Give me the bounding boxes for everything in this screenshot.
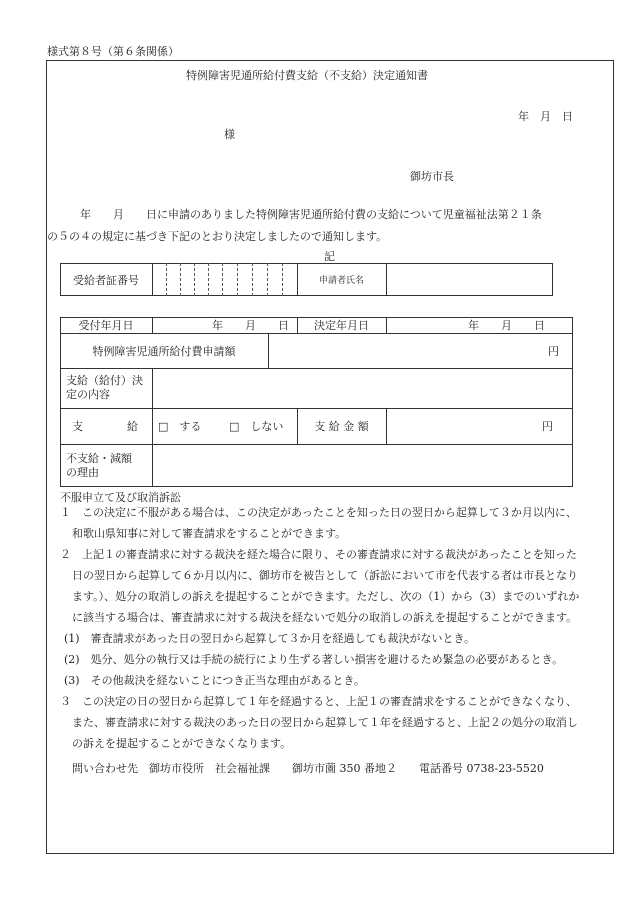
- payment-label: 支 給: [72, 420, 138, 433]
- applicant-name-label: 申請者氏名: [318, 276, 364, 286]
- appeal-heading: 不服申立て及び取消訴訟: [60, 491, 181, 504]
- decision-content-label: 支給（給付）決 定の内容: [66, 374, 143, 401]
- appeal-line: また、審査請求に対する裁決のあった日の翌日から起算して１年を経過すると、上記２の処分の取消し: [72, 716, 578, 729]
- appeal-line: 日の翌日から起算して６か月以内に、御坊市を被告として（訴訟において市を代表する者は市長となり: [72, 569, 578, 582]
- yen-unit: 円: [542, 420, 553, 433]
- payment-amount-label: 支 給 金 額: [314, 420, 369, 433]
- appeal-line: ます。）、処分の取消しの訴えを提起することができます。ただし、次の（1）から（3）までのいずれか: [72, 590, 580, 603]
- appeal-line: ３ この決定の日の翌日から起算して１年を経過すると、上記１の審査請求をすることができなくなり、: [60, 695, 577, 708]
- decision-date-value[interactable]: 年 月 日: [468, 319, 545, 332]
- appeal-line: 和歌山県知事に対して審査請求をすることができます。: [72, 527, 347, 540]
- appeal-line: に該当する場合は、審査請求に対する裁決を経ないで処分の取消しの訴えを提起することができます。: [72, 611, 578, 624]
- yen-unit: 円: [548, 344, 559, 358]
- body-line-1: 年 月 日に申請のありました特例障害児通所給付費の支給について児童福祉法第２１条: [80, 208, 542, 221]
- date-line: 年 月 日: [518, 110, 573, 123]
- option-pay[interactable]: □ する: [158, 420, 202, 433]
- receipt-date-label: 受付年月日: [78, 319, 134, 332]
- document-title: 特例障害児通所給付費支給（不支給）決定通知書: [186, 69, 428, 82]
- contact-info: 問い合わせ先 御坊市役所 社会福祉課 御坊市薗 350 番地２ 電話番号 0738-23-5520: [72, 762, 544, 775]
- appeal-line: (1) 審査請求があった日の翌日から起算して３か月を経過しても裁決がないとき。: [64, 632, 476, 645]
- applicant-name-field[interactable]: [386, 263, 553, 296]
- body-line-2: の５の４の規定に基づき下記のとおり決定しましたので通知します。: [47, 230, 388, 243]
- appeal-line: (2) 処分、処分の執行又は手続の続行により生ずる著しい損害を避けるため緊急の必要があるとき。: [64, 653, 564, 666]
- receipt-date-value[interactable]: 年 月 日: [212, 319, 289, 332]
- payment-amount-field[interactable]: [386, 408, 573, 444]
- appeal-line: の訴えを提起することができなくなります。: [72, 737, 292, 750]
- application-amount-label: 特例障害児通所給付費申請額: [92, 344, 236, 358]
- application-amount-field[interactable]: [268, 333, 573, 368]
- decision-date-label: 決定年月日: [314, 319, 369, 332]
- form-number: 様式第８号（第６条関係）: [47, 45, 179, 58]
- recipient-number-label: 受給者証番号: [73, 273, 139, 287]
- appeal-line: ２ 上記１の審査請求に対する裁決を経た場合に限り、その審査請求に対する裁決があったことを知った: [60, 548, 577, 561]
- appeal-line: １ この決定に不服がある場合は、この決定があったことを知った日の翌日から起算して３か月以内に、: [60, 506, 577, 519]
- ki-marker: 記: [324, 250, 335, 263]
- reason-label: 不支給・減額 の理由: [66, 451, 132, 479]
- reason-field[interactable]: [152, 444, 573, 487]
- addressee-suffix: 様: [224, 128, 235, 141]
- appeal-line: (3) その他裁決を経ないことにつき正当な理由があるとき。: [64, 674, 365, 687]
- decision-content-field[interactable]: [152, 368, 573, 408]
- recipient-number-field[interactable]: [152, 263, 297, 296]
- option-no-pay[interactable]: □ しない: [229, 420, 284, 433]
- issuer-name: 御坊市長: [410, 170, 454, 183]
